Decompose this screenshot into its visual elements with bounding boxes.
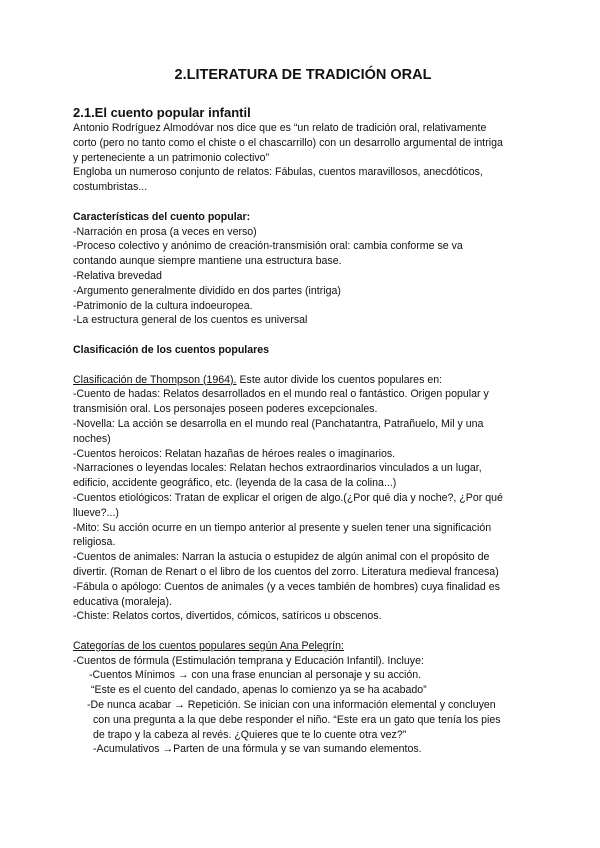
clasificacion-line: -Cuentos heroicos: Relatan hazañas de héroes reales o imaginarios.	[73, 447, 396, 460]
clasificacion-line: divertir. (Roman de Renart o el libro de los cuentos del zorro. Literatura medieval francesa)	[73, 565, 499, 578]
caracteristica-line: -La estructura general de los cuentos es universal	[73, 314, 308, 327]
caracteristica-line: -Relativa brevedad	[73, 269, 162, 282]
thompson-intro-text: Este autor divide los cuentos populares en:	[236, 373, 443, 386]
categorias-heading-link[interactable]: Categorías de los cuentos populares según Ana Pelegrín:	[73, 639, 344, 652]
thompson-link[interactable]: Clasificación de Thompson (1964).	[73, 373, 237, 386]
clasificacion-line: -Novella: La acción se desarrolla en el mundo real (Panchatantra, Patrañuelo, Mil y una	[73, 417, 484, 430]
clasificacion-line: llueve?...)	[73, 506, 119, 519]
clasificacion-line: noches)	[73, 432, 111, 445]
intro-line: Antonio Rodríguez Almodóvar nos dice que es “un relato de tradición oral, relativamente	[73, 122, 487, 134]
document-page	[73, 66, 533, 757]
clasificacion-line: -Chiste: Relatos cortos, divertidos, cómicos, satíricos u obscenos.	[73, 610, 382, 623]
caracteristica-line: -Patrimonio de la cultura indoeuropea.	[73, 299, 253, 312]
intro-line: corto (pero no tanto como el chiste o el chascarrillo) con un desarrollo argumental de intriga	[73, 136, 503, 149]
clasificacion-heading: Clasificación de los cuentos populares	[73, 343, 270, 356]
categoria-line: -Acumulativos →Parten de una fórmula y se van sumando elementos.	[93, 743, 422, 756]
document-title: 2.LITERATURA DE TRADICIÓN ORAL	[174, 67, 432, 83]
intro-line: Engloba un numeroso conjunto de relatos: Fábulas, cuentos maravillosos, anecdóticos,	[73, 166, 483, 179]
clasificacion-line: -Fábula o apólogo: Cuentos de animales (y a veces también de hombres) cuya finalidad es	[73, 580, 500, 593]
categoria-line: -De nunca acabar → Repetición. Se inician con una información elemental y concluyen	[87, 699, 496, 712]
caracteristica-line: -Proceso colectivo y anónimo de creación-transmisión oral: cambia conforme se va	[73, 240, 463, 253]
categoria-quote: “Este es el cuento del candado, apenas lo comienzo ya se ha acabado”	[91, 684, 427, 697]
clasificacion-line: -Cuentos de animales: Narran la astucia o estupidez de algún animal con el propósito de	[73, 551, 490, 564]
categoria-line: -Cuentos Mínimos → con una frase enuncian al personaje y su acción.	[89, 669, 422, 682]
clasificacion-line: -Mito: Su acción ocurre en un tiempo anterior al presente y suelen tener una significación	[73, 521, 492, 534]
caracteristicas-heading: Características del cuento popular:	[73, 210, 251, 223]
caracteristica-line: contando aunque siempre mantiene una estructura base.	[73, 255, 342, 268]
clasificacion-line: educativa (moraleja).	[73, 595, 172, 608]
caracteristica-line: -Narración en prosa (a veces en verso)	[73, 225, 257, 238]
clasificacion-line: religiosa.	[73, 536, 116, 549]
caracteristica-line: -Argumento generalmente dividido en dos partes (intriga)	[73, 284, 341, 297]
thompson-intro	[73, 373, 533, 388]
intro-line: y perteneciente a un patrimonio colectivo”	[73, 151, 270, 164]
clasificacion-line: -Narraciones o leyendas locales: Relatan hechos extraordinarios vinculados a un lugar,	[73, 462, 482, 475]
section-title: 2.1.El cuento popular infantil	[73, 105, 251, 120]
clasificacion-line: transmisión oral. Los personajes poseen poderes excepcionales.	[73, 403, 378, 416]
categoria-line: -Cuentos de fórmula (Estimulación temprana y Educación Infantil). Incluye:	[73, 654, 424, 667]
clasificacion-line: -Cuentos etiológicos: Tratan de explicar el origen de algo.(¿Por qué dia y noche?, ¿Por qué	[73, 491, 503, 504]
clasificacion-line: edificio, accidente geográfico, etc. (leyenda de la casa de la colina...)	[73, 477, 397, 490]
categoria-line: con una pregunta a la que debe responder el niño. “Este era un gato que tenía los pies	[93, 713, 501, 726]
intro-line: costumbristas...	[73, 181, 148, 194]
categoria-line: de trapo y la cabeza al revés. ¿Quieres que te lo cuente otra vez?”	[93, 728, 407, 741]
clasificacion-line: -Cuento de hadas: Relatos desarrollados en el mundo real o fantástico. Origen popular y	[73, 388, 489, 401]
